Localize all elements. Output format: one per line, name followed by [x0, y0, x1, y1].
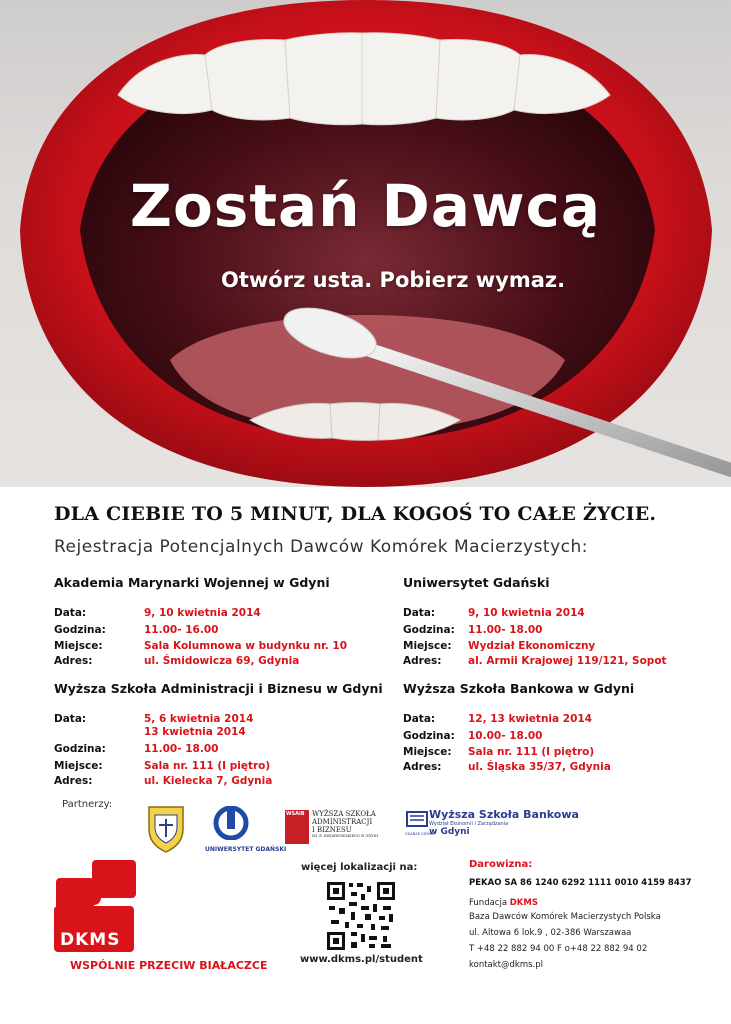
venue-title: Wyższa Szkoła Administracji i Biznesu w Gdyni — [54, 681, 383, 696]
venue-amw — [54, 575, 374, 667]
value-adres: ul. Śmidowicza 69, Gdynia — [144, 655, 300, 667]
wsb-line3: w Gdyni — [429, 827, 470, 837]
value-miejsce: Wydział Ekonomiczny — [468, 640, 596, 652]
venue-title: Wyższa Szkoła Bankowa w Gdyni — [403, 681, 635, 696]
label-adres: Adres: — [403, 655, 442, 667]
label-data: Data: — [403, 607, 436, 619]
intro-text: Rejestracja Potencjalnych Dawców Komórek Macierzystych: — [54, 537, 588, 557]
venue-wsb — [403, 681, 723, 773]
headline: Zostań Dawcą — [129, 172, 602, 240]
label-adres: Adres: — [54, 775, 93, 787]
wsaib-line3: I BIZNESU — [312, 826, 352, 834]
tagline: DLA CIEBIE TO 5 MINUT, DLA KOGOŚ TO CAŁE ŻYCIE. — [54, 503, 657, 525]
qr-code-icon[interactable] — [325, 880, 397, 952]
label-data: Data: — [54, 713, 87, 725]
wsaib-line2: ADMINISTRACJI — [312, 818, 373, 826]
label-data: Data: — [54, 607, 87, 619]
more-locations-label: więcej lokalizacji na: — [301, 862, 418, 873]
wsb-line2: Wydział Ekonomii i Zarządzania — [429, 821, 509, 827]
label-miejsce: Miejsce: — [403, 746, 452, 758]
label-miejsce: Miejsce: — [54, 640, 103, 652]
wsaib-abbr: WSAiB — [286, 811, 305, 817]
label-godzina: Godzina: — [54, 624, 106, 636]
label-adres: Adres: — [54, 655, 93, 667]
wsaib-badge-icon — [285, 810, 309, 844]
foundation-name — [469, 898, 538, 908]
value-data: 9, 10 kwietnia 2014 — [144, 607, 261, 619]
foundation-phone: T +48 22 882 94 00 F o+48 22 882 94 02 — [469, 944, 648, 954]
value-data: 5, 6 kwietnia 2014 — [144, 713, 254, 725]
label-godzina: Godzina: — [54, 743, 106, 755]
foundation-address: ul. Altowa 6 lok.9 , 02-386 Warszawaa — [469, 928, 632, 938]
value-data: 9, 10 kwietnia 2014 — [468, 607, 585, 619]
value-godzina: 11.00- 18.00 — [468, 624, 543, 636]
wsaib-line1: WYŻSZA SZKOŁA — [312, 810, 376, 818]
donation-title: Darowizna: — [469, 859, 533, 870]
venue-wsaib — [54, 681, 383, 787]
dkms-logo-text: DKMS — [60, 930, 121, 950]
label-godzina: Godzina: — [403, 730, 455, 742]
venue-title: Akademia Marynarki Wojennej w Gdyni — [54, 575, 330, 590]
label-data: Data: — [403, 713, 436, 725]
more-locations-url[interactable]: www.dkms.pl/student — [300, 954, 423, 965]
hero-image — [0, 0, 731, 487]
slogan: WSPÓLNIE PRZECIW BIAŁACZCE — [70, 959, 268, 972]
value-data: 12, 13 kwietnia 2014 — [468, 713, 592, 725]
ug-name: UNIWERSYTET GDAŃSKI — [205, 846, 287, 853]
wsaib-line4: IM. E. KWIATKOWSKIEGO W GDYNI — [312, 834, 378, 838]
amw-crest-icon — [145, 803, 187, 857]
venue-title: Uniwersytet Gdański — [403, 575, 550, 590]
value-adres: al. Armii Krajowej 119/121, Sopot — [468, 655, 667, 667]
wsb-small: GDAŃSK GDYNIA — [405, 832, 435, 836]
mouth-illustration — [0, 0, 731, 487]
ug-logo — [205, 806, 286, 853]
label-miejsce: Miejsce: — [54, 760, 103, 772]
foundation-brand: DKMS — [509, 898, 538, 908]
ug-emblem-icon — [205, 806, 257, 840]
value-miejsce: Sala nr. 111 (I piętro) — [144, 760, 271, 772]
value-godzina: 10.00- 18.00 — [468, 730, 543, 742]
wsb-logo — [405, 808, 579, 837]
label-godzina: Godzina: — [403, 624, 455, 636]
subheadline: Otwórz usta. Pobierz wymaz. — [221, 268, 566, 292]
label-miejsce: Miejsce: — [403, 640, 452, 652]
partners-label: Partnerzy: — [62, 799, 113, 810]
foundation-line1: Baza Dawców Komórek Macierzystych Polska — [469, 912, 661, 922]
dkms-logo — [48, 856, 140, 960]
donation-account: PEKAO SA 86 1240 6292 1111 0010 4159 8437 — [469, 878, 692, 888]
value-adres: ul. Śląska 35/37, Gdynia — [468, 761, 611, 773]
venue-ug — [403, 575, 723, 667]
value-adres: ul. Kielecka 7, Gdynia — [144, 775, 273, 787]
foundation-prefix: Fundacja — [469, 898, 510, 908]
value-godzina: 11.00- 18.00 — [144, 743, 219, 755]
foundation-email[interactable]: kontakt@dkms.pl — [469, 960, 543, 970]
value-godzina: 11.00- 16.00 — [144, 624, 219, 636]
wsb-line1: Wyższa Szkoła Bankowa — [429, 808, 579, 821]
value-miejsce: Sala nr. 111 (I piętro) — [468, 746, 595, 758]
value-miejsce: Sala Kolumnowa w budynku nr. 10 — [144, 640, 348, 652]
wsb-emblem-icon — [405, 808, 429, 830]
value-data-extra: 13 kwietnia 2014 — [144, 726, 246, 738]
label-adres: Adres: — [403, 761, 442, 773]
